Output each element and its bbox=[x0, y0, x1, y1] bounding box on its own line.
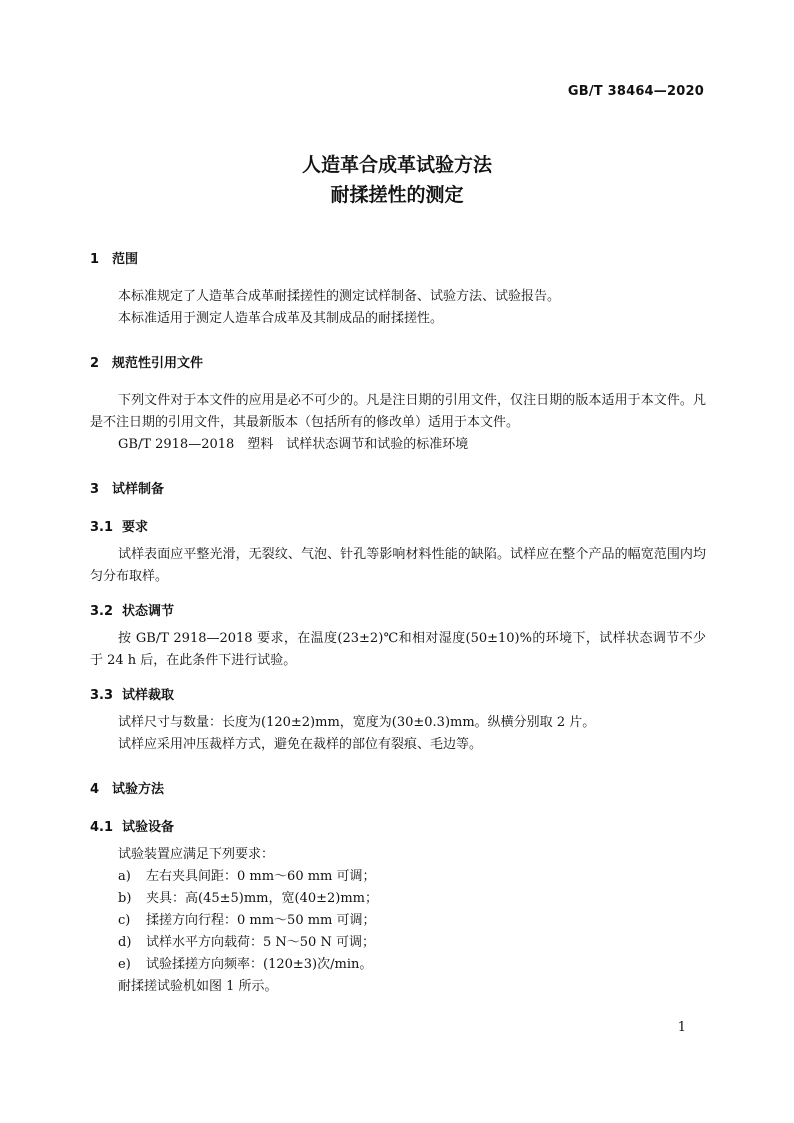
s33-paragraph-1: 试样尺寸与数量：长度为(120±2)mm，宽度为(30±0.3)mm。纵横分别取 2 片。 bbox=[118, 715, 596, 730]
subsection-title: 要求 bbox=[122, 520, 149, 535]
section-3-1-heading bbox=[90, 516, 148, 535]
section-title: 试样制备 bbox=[112, 482, 165, 497]
s1-paragraph-1: 本标准规定了人造革合成革耐揉搓性的测定试样制备、试验方法、试验报告。 bbox=[118, 289, 561, 304]
subsection-number: 3.3 bbox=[90, 688, 114, 703]
section-4-heading bbox=[90, 778, 164, 797]
subsection-number: 3.2 bbox=[90, 604, 114, 619]
s2-paragraph-1: 下列文件对于本文件的应用是必不可少的。凡是注日期的引用文件，仅注日期的版本适用于本文件。凡是不注日期的引用文件，其最新版本（包括所有的修改单）适用于本文件。 bbox=[90, 393, 706, 430]
standard-code: GB/T 38464—2020 bbox=[567, 84, 704, 99]
subsection-title: 试样裁取 bbox=[122, 688, 175, 703]
list-text: 左右夹具间距：0 mm～60 mm 可调； bbox=[146, 869, 376, 884]
section-number: 2 bbox=[90, 356, 100, 371]
list-marker: d) bbox=[118, 935, 132, 950]
section-4-1-heading bbox=[90, 816, 174, 835]
s33-paragraph-2: 试样应采用冲压裁样方式，避免在裁样的部位有裂痕、毛边等。 bbox=[118, 737, 483, 752]
section-title: 规范性引用文件 bbox=[112, 356, 204, 371]
subsection-title: 试验设备 bbox=[122, 820, 175, 835]
list-marker: c) bbox=[118, 913, 131, 928]
title-line-1: 人造革合成革试验方法 bbox=[301, 154, 492, 176]
s2-reference: GB/T 2918—2018 塑料 试样状态调节和试验的标准环境 bbox=[118, 437, 469, 452]
subsection-number: 3.1 bbox=[90, 520, 114, 535]
list-text: 揉搓方向行程：0 mm～50 mm 可调； bbox=[146, 913, 376, 928]
s32-paragraph: 按 GB/T 2918—2018 要求，在温度(23±2)℃和相对湿度(50±10)%的环境下，试样状态调节不少于 24 h 后，在此条件下进行试验。 bbox=[90, 631, 706, 668]
list-item bbox=[118, 888, 378, 910]
list-marker: a) bbox=[118, 869, 131, 884]
subsection-title: 状态调节 bbox=[122, 604, 175, 619]
list-marker: e) bbox=[118, 957, 131, 972]
section-number: 3 bbox=[90, 482, 100, 497]
section-3-3-heading bbox=[90, 684, 174, 703]
s41-outro: 耐揉搓试验机如图 1 所示。 bbox=[118, 979, 278, 994]
list-marker: b) bbox=[118, 891, 132, 906]
s41-intro: 试验装置应满足下列要求： bbox=[118, 847, 275, 862]
list-text: 夹具：高(45±5)mm，宽(40±2)mm； bbox=[146, 891, 379, 906]
section-title: 试验方法 bbox=[112, 782, 165, 797]
section-number: 4 bbox=[90, 782, 100, 797]
document-title bbox=[0, 150, 794, 210]
section-1-heading bbox=[90, 248, 138, 267]
list-item bbox=[118, 866, 376, 888]
page-number: 1 bbox=[677, 1020, 686, 1035]
subsection-number: 4.1 bbox=[90, 820, 114, 835]
list-item bbox=[118, 910, 376, 932]
section-2-heading bbox=[90, 352, 203, 371]
title-line-2: 耐揉搓性的测定 bbox=[330, 184, 464, 206]
list-item bbox=[118, 954, 372, 976]
section-title: 范围 bbox=[112, 252, 139, 267]
section-3-heading bbox=[90, 478, 164, 497]
section-number: 1 bbox=[90, 252, 100, 267]
list-item bbox=[118, 932, 375, 954]
section-3-2-heading bbox=[90, 600, 174, 619]
s1-paragraph-2: 本标准适用于测定人造革合成革及其制成品的耐揉搓性。 bbox=[118, 311, 444, 326]
s31-paragraph: 试样表面应平整光滑，无裂纹、气泡、针孔等影响材料性能的缺陷。试样应在整个产品的幅宽范围内均匀分布取样。 bbox=[90, 547, 706, 584]
list-text: 试样水平方向载荷：5 N～50 N 可调； bbox=[146, 935, 375, 950]
list-text: 试验揉搓方向频率：(120±3)次/min。 bbox=[146, 957, 373, 972]
